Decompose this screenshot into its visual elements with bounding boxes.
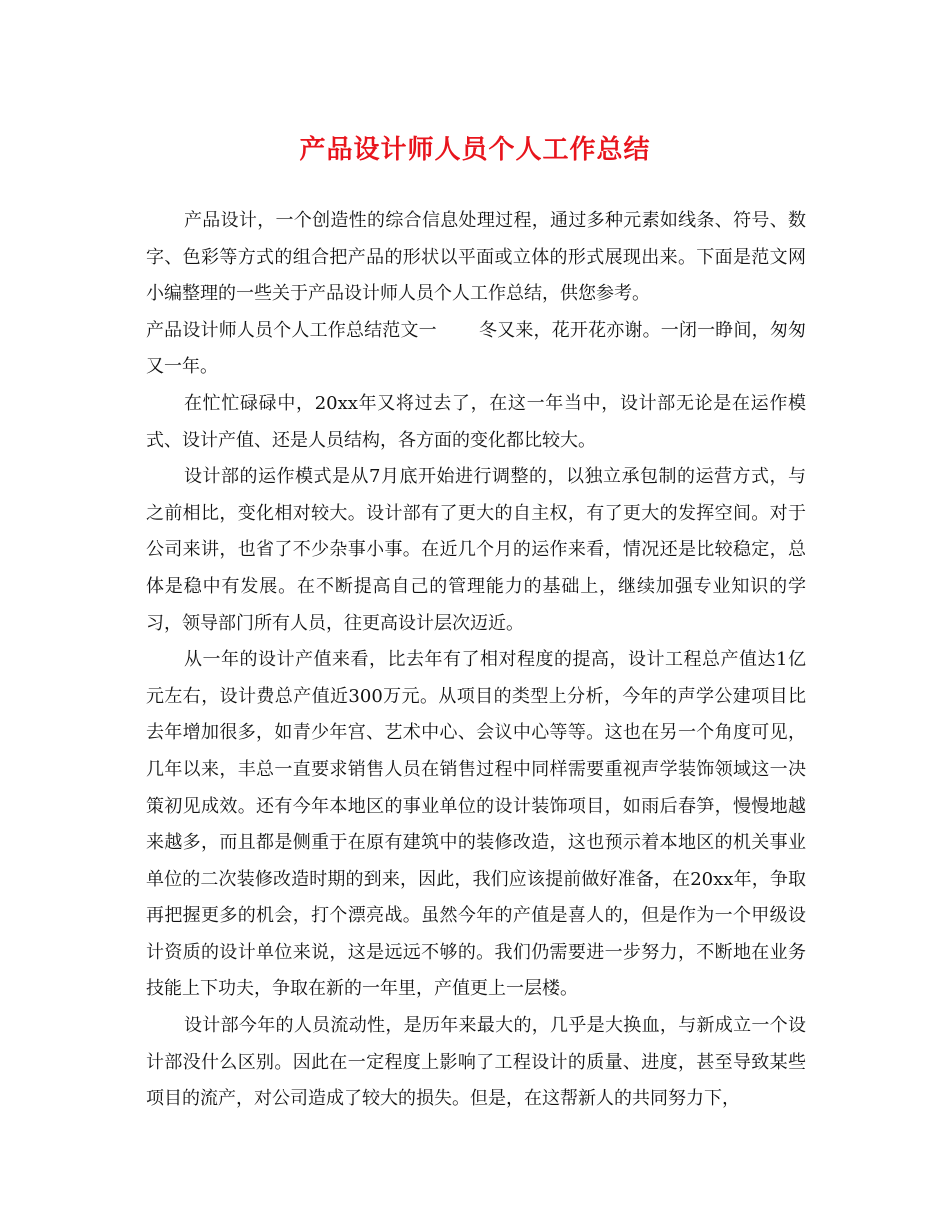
- paragraph-staff-turnover: 设计部今年的人员流动性，是历年来最大的，几乎是大换血，与新成立一个设计部没什么区别。因此在一定程度上影响了工程设计的质量、进度，甚至导致某些项目的流产，对公司造成了较大的损失。但是，在这帮新人的共同努力下，: [146, 1015, 806, 1110]
- opening-line: 冬又来，花开花亦谢。一闭一睁间，匆匆又一年。: [146, 319, 807, 378]
- paragraph-year-overview: 在忙忙碌碌中，20xx年又将过去了，在这一年当中，设计部无论是在运作模式、设计产值、还是人员结构，各方面的变化都比较大。: [146, 392, 806, 451]
- document-title: 产品设计师人员个人工作总结: [299, 135, 651, 165]
- paragraph-intro: 产品设计，一个创造性的综合信息处理过程，通过多种元素如线条、符号、数字、色彩等方式的组合把产品的形状以平面或立体的形式展现出来。下面是范文网小编整理的一些关于产品设计师人员个人工作总结，供您参考。: [146, 210, 806, 305]
- sample-heading: 产品设计师人员个人工作总结范文一: [146, 319, 437, 341]
- paragraph-sample-heading-line: [146, 313, 806, 386]
- document-body: [146, 203, 806, 1118]
- paragraph-output-value: 从一年的设计产值来看，比去年有了相对程度的提高，设计工程总产值达1亿元左右，设计费总产值近300万元。从项目的类型上分析，今年的声学公建项目比去年增加很多，如青少年宫、艺术中心、会议中心等等。这也在另一个角度可见，几年以来，丰总一直要求销售人员在销售过程中同样需要重视声学装饰领域这一决策初见成效。还有今年本地区的事业单位的设计装饰项目，如雨后春笋，慢慢地越来越多，而且都是侧重于在原有建筑中的装修改造，这也预示着本地区的机关事业单位的二次装修改造时期的到来，因此，我们应该提前做好准备，在20xx年，争取再把握更多的机会，打个漂亮战。虽然今年的产值是喜人的，但是作为一个甲级设计资质的设计单位来说，这是远远不够的。我们仍需要进一步努力，不断地在业务技能上下功夫，争取在新的一年里，产值更上一层楼。: [146, 649, 806, 1000]
- paragraph-operation-mode: 设计部的运作模式是从7月底开始进行调整的，以独立承包制的运营方式，与之前相比，变化相对较大。设计部有了更大的自主权，有了更大的发挥空间。对于公司来讲，也省了不少杂事小事。在近几个月的运作来看，情况还是比较稳定，总体是稳中有发展。在不断提高自己的管理能力的基础上，继续加强专业知识的学习，领导部门所有人员，往更高设计层次迈近。: [146, 466, 806, 634]
